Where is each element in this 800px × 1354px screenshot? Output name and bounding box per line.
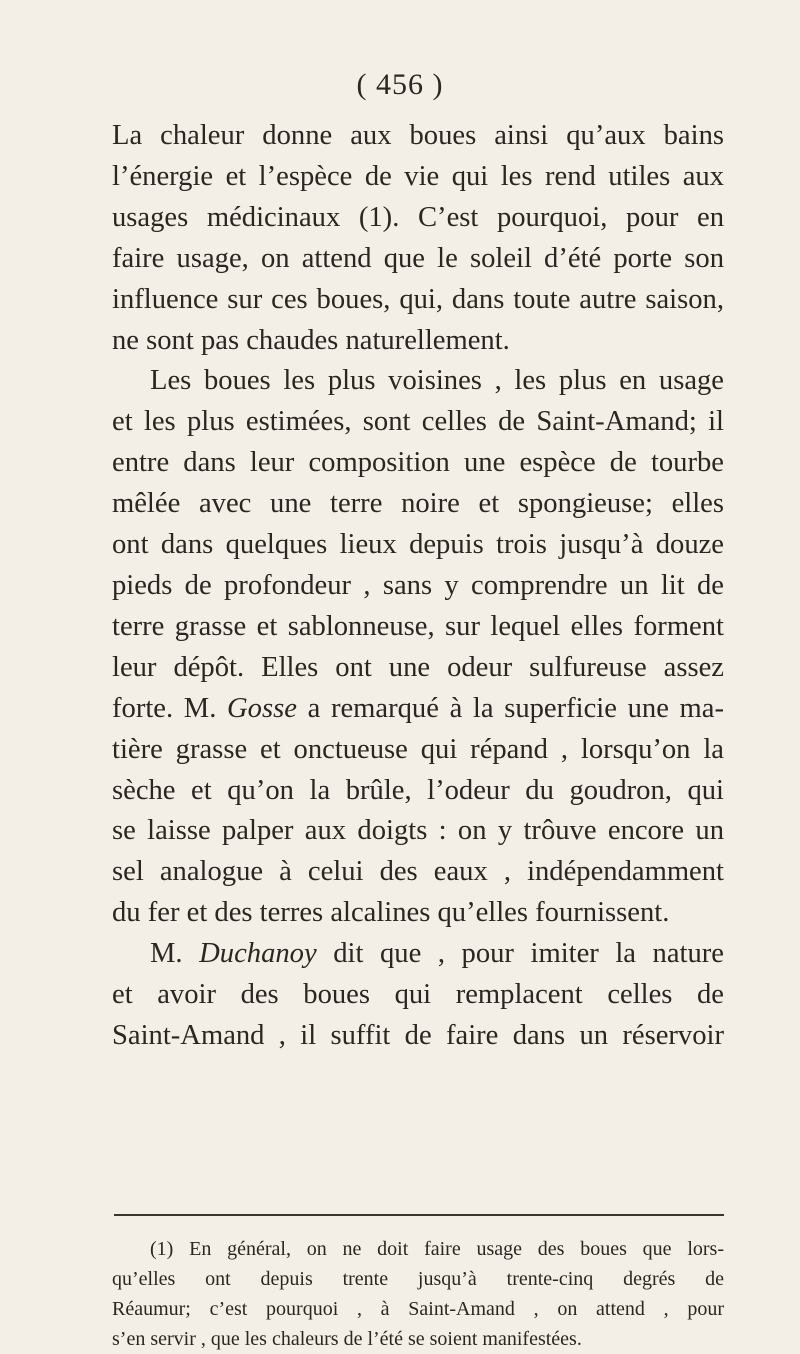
footnote-line: Réaumur; c’est pourquoi , à Saint-Amand , on attend , pour bbox=[112, 1298, 724, 1320]
main-text bbox=[112, 116, 724, 1057]
paragraph-3 bbox=[112, 934, 724, 1057]
footnote-line: s’en servir , que les chaleurs de l’été se soient manifestées. bbox=[112, 1328, 582, 1350]
author-name-duchanoy: Duchanoy bbox=[199, 938, 317, 970]
paragraph-2 bbox=[112, 361, 724, 934]
text-line: usages médicinaux (1). C’est pourquoi, pour en bbox=[112, 201, 724, 233]
footnote-line: (1) En général, on ne doit faire usage des boues que lors- bbox=[150, 1238, 724, 1260]
text-line: l’énergie et l’espèce de vie qui les rend utiles aux bbox=[112, 160, 724, 192]
text-line: sèche et qu’on la brûle, l’odeur du goudron, qui bbox=[112, 774, 724, 806]
text-line: du fer et des terres alcalines qu’elles fournissent. bbox=[112, 897, 670, 929]
text-line: pieds de profondeur , sans y comprendre un lit de bbox=[112, 569, 724, 601]
text-line: et les plus estimées, sont celles de Saint-Amand; il bbox=[112, 406, 724, 438]
text-line bbox=[112, 689, 724, 730]
text-line: ne sont pas chaudes naturellement. bbox=[112, 324, 510, 356]
page-number: ( 456 ) bbox=[356, 68, 444, 101]
text-line: mêlée avec une terre noire et spongieuse; elles bbox=[112, 488, 724, 520]
footnote bbox=[112, 1234, 724, 1354]
text-line: entre dans leur composition une espèce de tourbe bbox=[112, 447, 724, 479]
footnote-divider bbox=[114, 1214, 724, 1216]
paragraph-1 bbox=[112, 116, 724, 361]
text-line: Les boues les plus voisines , les plus en usage bbox=[150, 365, 724, 397]
footnote-line: qu’elles ont depuis trente jusqu’à trente-cinq degrés de bbox=[112, 1268, 724, 1290]
text-line: Saint-Amand , il suffit de faire dans un réservoir bbox=[112, 1019, 724, 1051]
text-line: La chaleur donne aux boues ainsi qu’aux bains bbox=[112, 120, 724, 151]
text-line: sel analogue à celui des eaux , indépendamment bbox=[112, 856, 724, 888]
text-line: terre grasse et sablonneuse, sur lequel elles forment bbox=[112, 610, 724, 642]
text-line: tière grasse et onctueuse qui répand , lorsqu’on la bbox=[112, 733, 724, 765]
text-line bbox=[112, 934, 724, 975]
text-line: et avoir des boues qui remplacent celles de bbox=[112, 979, 724, 1011]
text-line: influence sur ces boues, qui, dans toute autre saison, bbox=[112, 283, 724, 315]
text-line: faire usage, on attend que le soleil d’été porte son bbox=[112, 242, 724, 274]
text-line: ont dans quelques lieux depuis trois jusqu’à douze bbox=[112, 529, 724, 561]
text-fragment: a remarqué à la superficie une ma- bbox=[296, 692, 724, 724]
text-line: se laisse palper aux doigts : on y trôuve encore un bbox=[112, 815, 724, 847]
text-fragment: dit que , pour imiter la nature bbox=[316, 938, 724, 970]
text-fragment: forte. M. bbox=[112, 692, 228, 724]
text-fragment: M. bbox=[150, 938, 200, 970]
author-name-gosse: Gosse bbox=[227, 692, 297, 724]
text-line: leur dépôt. Elles ont une odeur sulfureuse assez bbox=[112, 651, 724, 683]
